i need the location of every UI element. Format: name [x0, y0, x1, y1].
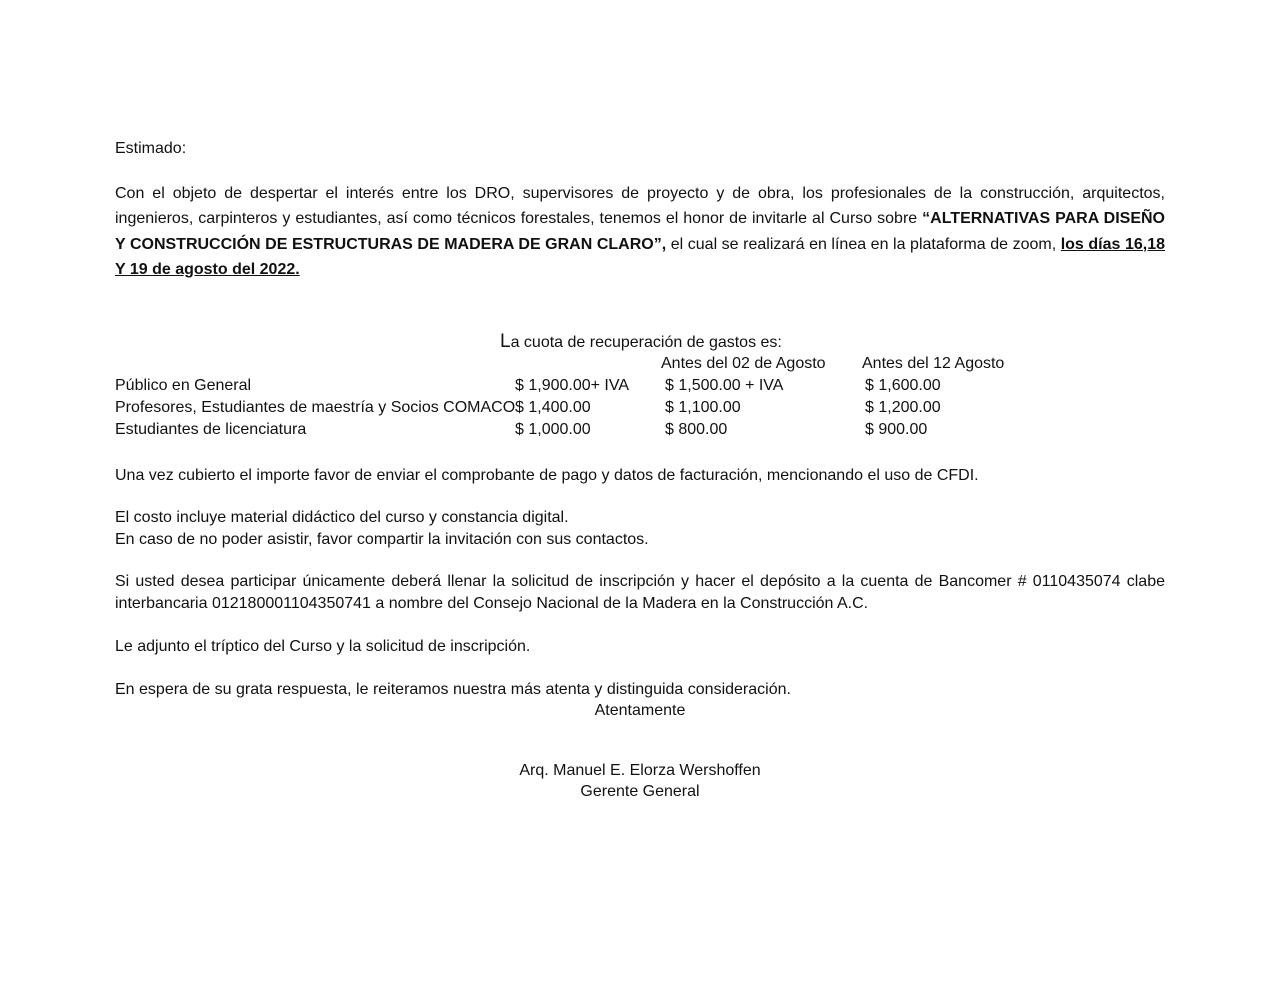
- includes-note: El costo incluye material didáctico del curso y constancia digital.: [115, 509, 569, 526]
- signature-name: Arq. Manuel E. Elorza Wershoffen: [519, 761, 761, 779]
- fees-row-price: $ 1,900.00+ IVA: [515, 376, 630, 394]
- course-dates: los días 16,18 Y 19 de agosto del 2022.: [115, 235, 1165, 278]
- fees-row-category: Público en General: [115, 376, 252, 394]
- intro-paragraph: [115, 181, 1165, 283]
- fees-title: La cuota de recuperación de gastos es:: [500, 330, 782, 352]
- closing-line: En espera de su grata respuesta, le reiteramos nuestra más atenta y distinguida consideración.: [115, 680, 791, 698]
- fees-row-early2: $ 1,600.00: [865, 376, 941, 394]
- signoff: Atentamente: [594, 702, 686, 719]
- letter: [115, 138, 1165, 803]
- course-title: “ALTERNATIVAS PARA DISEÑO Y CONSTRUCCIÓN DE ESTRUCTURAS DE MADERA DE GRAN CLARO”,: [115, 210, 1166, 253]
- fees-row-early1: $ 800.00: [665, 420, 728, 438]
- fees-row-early2: $ 900.00: [865, 420, 928, 438]
- payment-note: Una vez cubierto el importe favor de enviar el comprobante de pago y datos de facturación, mencionando el uso de CFDI.: [115, 466, 979, 484]
- fees-row-early1: $ 1,500.00 + IVA: [665, 376, 784, 394]
- fees-col-header-2: Antes del 12 Agosto: [862, 354, 1005, 372]
- fees-row-category: Profesores, Estudiantes de maestría y Socios COMACO: [115, 398, 516, 416]
- fees-row-price: $ 1,000.00: [515, 420, 591, 438]
- fees-row-category: Estudiantes de licenciatura: [115, 420, 307, 438]
- signature-role: Gerente General: [580, 783, 700, 800]
- greeting: Estimado:: [115, 140, 187, 157]
- share-note: En caso de no poder asistir, favor compartir la invitación con sus contactos.: [115, 530, 649, 548]
- fees-table: [115, 353, 1165, 463]
- registration-paragraph: Si usted desea participar únicamente deberá llenar la solicitud de inscripción y hacer el depósito a la cuenta de Bancomer # 0110435074 clabe interbancaria 012180001104350741 a nombre del Consejo Nacional de la Madera en la Construcción A.C.: [115, 573, 1165, 612]
- fees-row-early2: $ 1,200.00: [865, 398, 941, 416]
- fees-row-early1: $ 1,100.00: [665, 398, 741, 416]
- fees-col-header-1: Antes del 02 de Agosto: [661, 354, 826, 372]
- attachment-note: Le adjunto el tríptico del Curso y la solicitud de inscripción.: [115, 638, 531, 655]
- intro-text-2: el cual se realizará en línea en la plataforma de zoom,: [666, 235, 1061, 253]
- fees-row-price: $ 1,400.00: [515, 398, 591, 416]
- intro-text-1: Con el objeto de despertar el interés entre los DRO, supervisores de proyecto y de obra, los profesionales de la construcción, arquitectos, ingenieros, carpinteros y estudiantes, así como técnicos forestales, tenemos el honor de invitarle al Curso sobre: [115, 184, 1165, 227]
